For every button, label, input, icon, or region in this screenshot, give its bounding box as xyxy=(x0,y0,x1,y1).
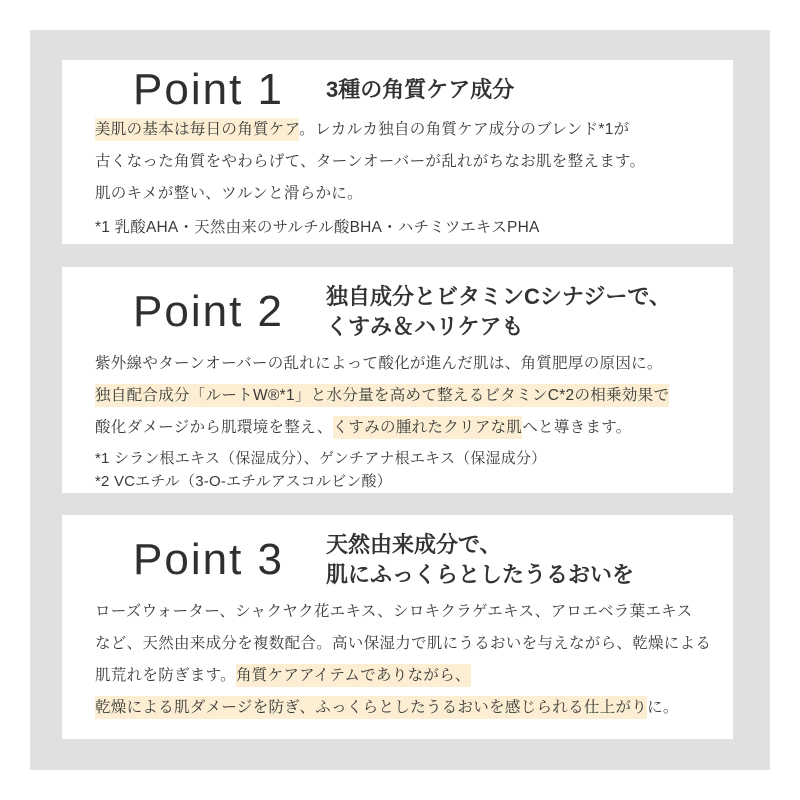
plain-text: 紫外線やターンオーバーの乱れによって酸化が進んだ肌は、角質肥厚の原因に。 xyxy=(95,355,663,372)
text-line xyxy=(95,146,700,178)
plain-text: 肌のキメが整い、ツルンと滑らかに。 xyxy=(95,185,363,202)
point-1-notes xyxy=(95,213,700,243)
text-line: *1 乳酸AHA・天然由来のサルチル酸BHA・ハチミツエキスPHA xyxy=(95,219,540,236)
text-line xyxy=(95,114,700,146)
plain-text: 酸化ダメージから肌環境を整え、 xyxy=(95,419,333,436)
highlighted-text: 乾燥による肌ダメージを防ぎ、ふっくらとしたうるおいを感じられる仕上がり xyxy=(95,696,647,719)
text-line: *2 VCエチル（3-O-エチルアスコルビン酸） xyxy=(95,473,392,490)
text-line: 天然由来成分で、 xyxy=(325,532,502,557)
point-2-body xyxy=(95,348,700,444)
text-line xyxy=(95,692,700,724)
point-1-label: Point 1 xyxy=(133,65,284,114)
text-line xyxy=(95,596,700,628)
text-line xyxy=(95,412,700,444)
highlighted-text: 美肌の基本は毎日の角質ケア xyxy=(95,118,299,141)
point-3-body xyxy=(95,596,712,724)
highlighted-text: 角質ケアアイテムでありながら、 xyxy=(236,664,471,687)
text-line xyxy=(95,178,700,210)
plain-text: 古くなった角質をやわらげて、ターンオーバーが乱れがちなお肌を整えます。 xyxy=(95,153,646,170)
text-line: *1 シラン根エキス（保湿成分）、ゲンチアナ根エキス（保湿成分） xyxy=(95,450,547,467)
point-3-title xyxy=(326,530,634,590)
plain-text: など、天然由来成分を複数配合。高い保湿力で肌にうるおいを与えながら、乾燥による xyxy=(95,635,712,652)
point-2-title xyxy=(326,282,671,342)
point-1-title xyxy=(326,75,514,105)
text-line xyxy=(95,660,700,692)
text-line xyxy=(95,628,712,660)
plain-text: 。レカルカ独自の角質ケア成分のブレンド*1が xyxy=(299,121,630,138)
highlighted-text: くすみの腫れたクリアな肌 xyxy=(333,416,523,439)
point-3-label: Point 3 xyxy=(133,535,284,584)
point-2-notes xyxy=(95,447,700,493)
plain-text: 肌荒れを防ぎます。 xyxy=(95,667,236,684)
point-card-2 xyxy=(62,267,733,493)
plain-text: に。 xyxy=(647,699,679,716)
plain-text: ローズウォーター、シャクヤク花エキス、シロキクラゲエキス、アロエベラ葉エキス xyxy=(95,603,693,620)
text-line: くすみ＆ハリケアも xyxy=(325,314,524,339)
point-1-header xyxy=(133,65,700,114)
text-line xyxy=(95,348,700,380)
highlighted-text: 独自配合成分「ルートW®*1」と水分量を高めて整えるビタミンC*2の相乗効果で xyxy=(95,384,669,407)
point-3-header xyxy=(133,530,700,590)
text-line: 独自成分とビタミンCシナジーで、 xyxy=(325,284,671,309)
text-line xyxy=(95,380,700,412)
point-card-3 xyxy=(62,515,733,739)
point-1-body xyxy=(95,114,700,210)
plain-text: へと導きます。 xyxy=(522,419,632,436)
text-line: 肌にふっくらとしたうるおいを xyxy=(325,562,634,587)
point-2-label: Point 2 xyxy=(133,287,284,336)
text-line: 3種の角質ケア成分 xyxy=(325,77,515,102)
point-card-1 xyxy=(62,60,733,244)
point-2-header xyxy=(133,282,700,342)
gray-panel xyxy=(30,30,770,770)
